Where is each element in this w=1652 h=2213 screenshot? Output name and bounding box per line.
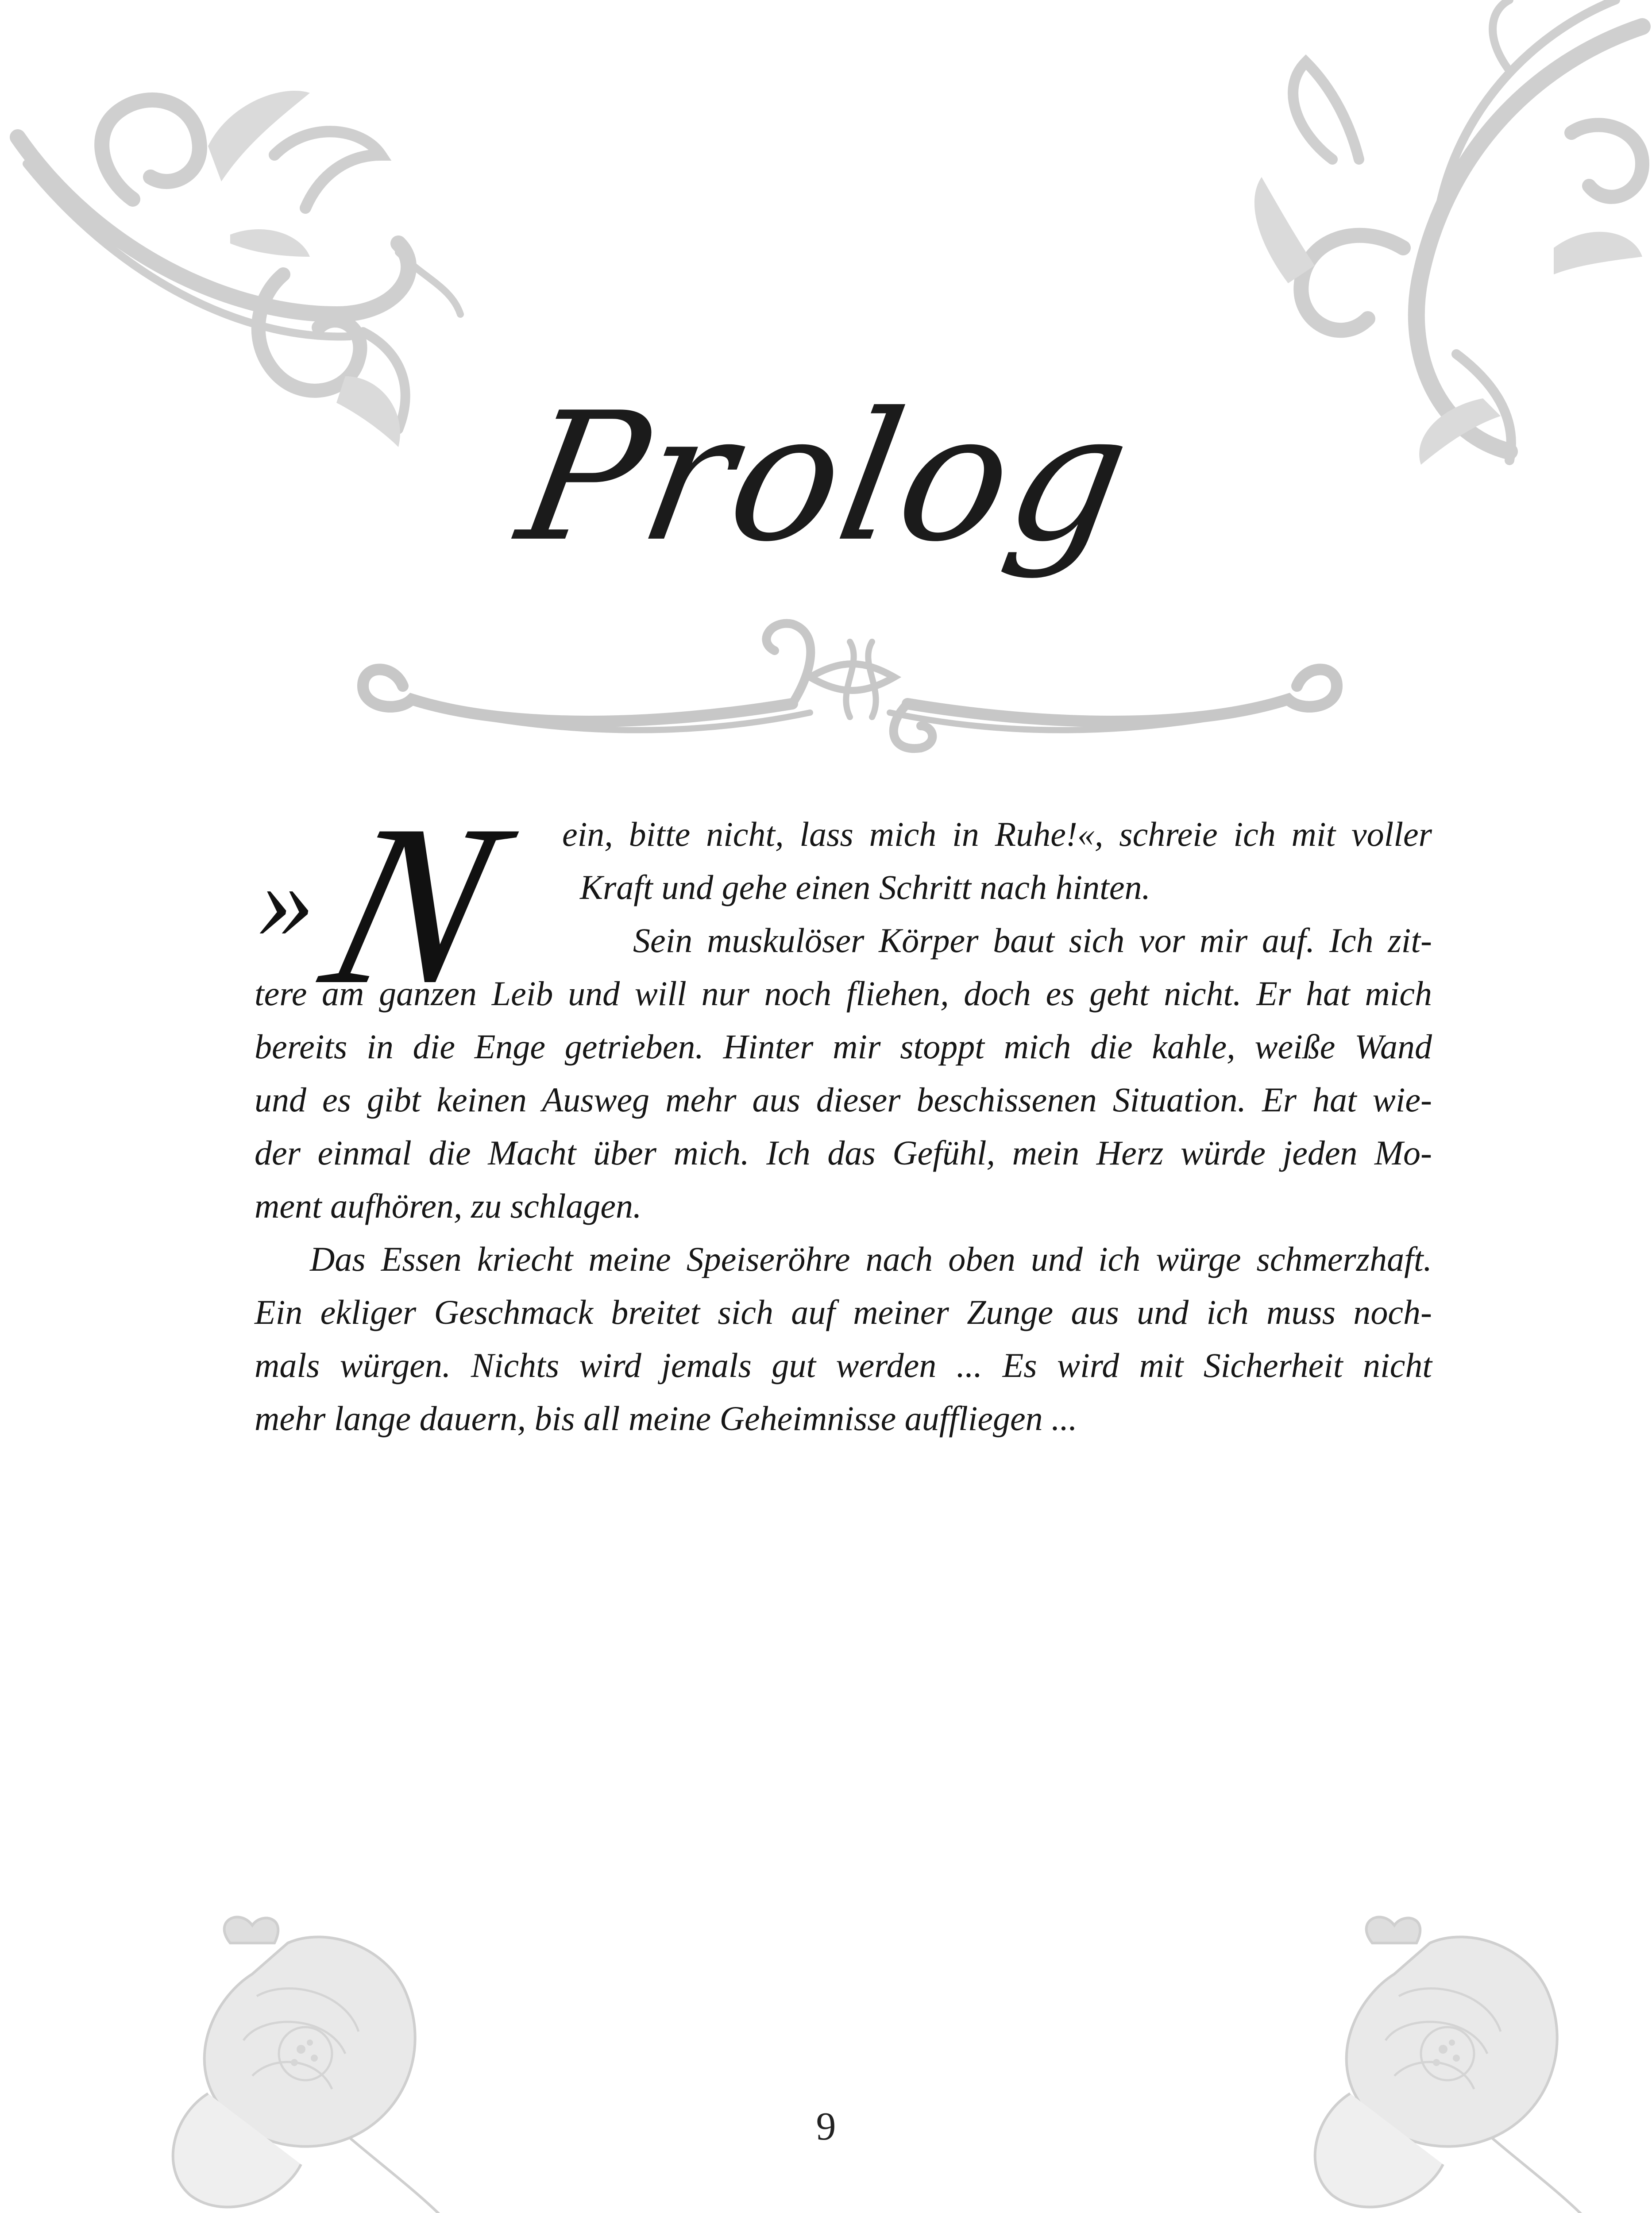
text-line: Das Essen kriecht meine Speiseröhre nach oben und ich würge schmerzhaft. (310, 1240, 1432, 1278)
chapter-title: Prolog (506, 375, 1146, 581)
text-line: bereits in die Enge getrieben. Hinter mir stoppt mich die kahle, weiße Wand (255, 1027, 1432, 1066)
text-line: mals würgen. Nichts wird jemals gut werden ... Es wird mit Sicherheit nicht (255, 1346, 1432, 1384)
text-line: Sein muskulöser Körper baut sich vor mir auf. Ich zit- (633, 921, 1432, 960)
text-line: tere am ganzen Leib und will nur noch fliehen, doch es geht nicht. Er hat mich (255, 974, 1432, 1013)
text-line: Kraft und gehe einen Schritt nach hinten. (580, 868, 1150, 906)
drop-cap-letter: N (305, 778, 522, 1032)
text-line: und es gibt keinen Ausweg mehr aus dieser beschissenen Situation. Er hat wie- (255, 1080, 1432, 1119)
drop-cap-quote: » (259, 839, 314, 962)
scroll-divider-icon (350, 615, 1350, 757)
text-line: ment aufhören, zu schlagen. (255, 1187, 642, 1225)
drop-cap (255, 778, 578, 1032)
text-line: mehr lange dauern, bis all meine Geheimnisse auffliegen ... (255, 1399, 1077, 1438)
rose-ornament-bottom-left-icon (142, 1908, 452, 2213)
text-line: Ein ekliger Geschmack breitet sich auf meiner Zunge aus und ich muss noch- (255, 1293, 1432, 1331)
page-number: 9 (816, 2105, 836, 2148)
text-line: ein, bitte nicht, lass mich in Ruhe!«, schreie ich mit voller (562, 815, 1432, 853)
text-line: der einmal die Macht über mich. Ich das Gefühl, mein Herz würde jeden Mo- (255, 1133, 1432, 1172)
prologue-text (255, 778, 1432, 1516)
rose-ornament-bottom-right-icon (1275, 1908, 1594, 2213)
